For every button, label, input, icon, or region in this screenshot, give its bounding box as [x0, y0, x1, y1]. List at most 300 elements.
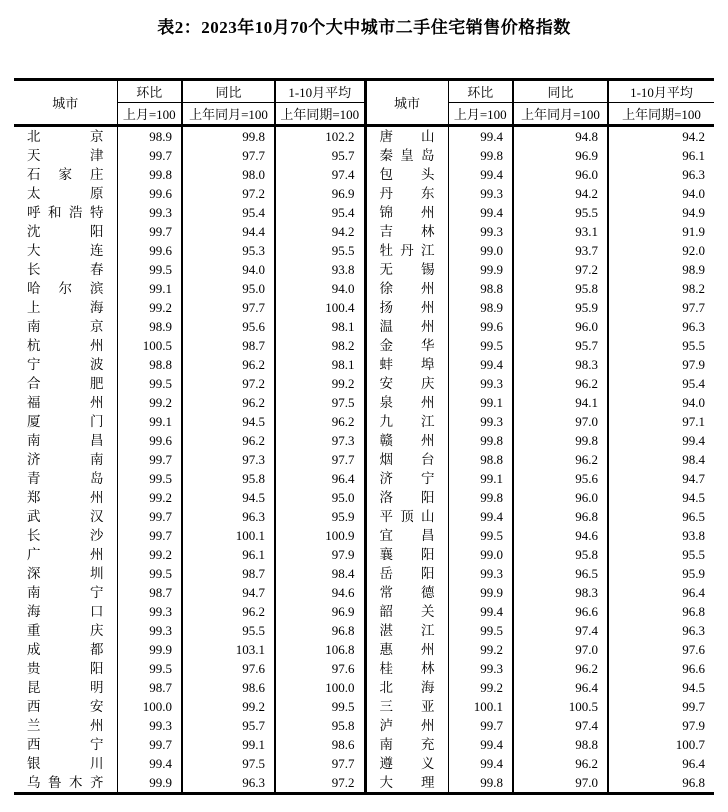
- avg-cell: 99.4: [682, 432, 705, 448]
- avg-cell: 94.2: [682, 128, 705, 144]
- avg-cell: 95.4: [275, 203, 365, 222]
- city-cell: [14, 450, 117, 469]
- city-name: 蚌 埠: [379, 357, 435, 372]
- avg-cell: 94.0: [682, 394, 705, 410]
- city-cell: [365, 241, 448, 260]
- header-yoy-right: 同比: [513, 80, 608, 103]
- header-mom-base-left: 上月=100: [117, 103, 182, 126]
- city-cell: [365, 469, 448, 488]
- yoy-cell: 94.5: [182, 412, 275, 431]
- mom-cell: 99.5: [448, 526, 513, 545]
- yoy-cell: 103.1: [182, 640, 275, 659]
- avg-cell: 96.1: [682, 147, 705, 163]
- city-name: 襄 阳: [379, 547, 435, 562]
- table-row: [14, 545, 714, 564]
- city-name: 平 顶 山: [379, 509, 435, 524]
- city-cell: [365, 754, 448, 773]
- avg-cell: 99.5: [275, 697, 365, 716]
- avg-cell: 96.9: [275, 184, 365, 203]
- city-cell: [14, 602, 117, 621]
- avg-cell: 97.9: [682, 356, 705, 372]
- city-name: 杭 州: [27, 338, 104, 353]
- table-row: [14, 355, 714, 374]
- avg-cell: 97.1: [682, 413, 705, 429]
- yoy-cell: 95.6: [182, 317, 275, 336]
- avg-cell: 97.3: [275, 431, 365, 450]
- mom-cell: 99.4: [448, 602, 513, 621]
- avg-cell: 97.9: [275, 545, 365, 564]
- yoy-cell: 95.4: [182, 203, 275, 222]
- avg-cell: 95.8: [275, 716, 365, 735]
- mom-cell: 99.9: [117, 640, 182, 659]
- page-title: 表2：2023年10月70个大中城市二手住宅销售价格指数: [157, 18, 571, 37]
- yoy-cell: 96.2: [182, 393, 275, 412]
- table-row: [14, 507, 714, 526]
- city-cell: [14, 374, 117, 393]
- mom-cell: 99.6: [448, 317, 513, 336]
- table-row: [14, 754, 714, 773]
- city-cell: [14, 126, 117, 147]
- mom-cell: 99.1: [117, 412, 182, 431]
- avg-cell: 97.4: [275, 165, 365, 184]
- city-cell: [365, 260, 448, 279]
- yoy-cell: 98.3: [513, 583, 608, 602]
- mom-cell: 99.4: [448, 203, 513, 222]
- city-cell: [14, 203, 117, 222]
- city-name: 西 宁: [27, 737, 104, 752]
- table-row: [14, 279, 714, 298]
- city-name: 韶 关: [379, 604, 435, 619]
- mom-cell: 99.2: [448, 678, 513, 697]
- city-name: 武 汉: [27, 509, 104, 524]
- city-name: 宜 昌: [379, 528, 435, 543]
- city-cell: [14, 336, 117, 355]
- yoy-cell: 96.3: [182, 507, 275, 526]
- city-name: 泸 州: [379, 718, 435, 733]
- city-name: 石 家 庄: [27, 167, 104, 182]
- yoy-cell: 97.7: [182, 146, 275, 165]
- header-mom-base-right: 上月=100: [448, 103, 513, 126]
- yoy-cell: 96.8: [513, 507, 608, 526]
- yoy-cell: 93.7: [513, 241, 608, 260]
- avg-cell: 92.0: [682, 242, 705, 258]
- mom-cell: 99.6: [117, 431, 182, 450]
- yoy-cell: 96.2: [182, 431, 275, 450]
- city-name: 徐 州: [379, 281, 435, 296]
- avg-cell: 99.7: [682, 698, 705, 714]
- yoy-cell: 96.0: [513, 165, 608, 184]
- yoy-cell: 100.1: [182, 526, 275, 545]
- avg-cell: 94.5: [682, 679, 705, 695]
- city-name: 大 连: [27, 243, 104, 258]
- city-cell: [14, 640, 117, 659]
- table-row: [14, 298, 714, 317]
- mom-cell: 99.3: [448, 412, 513, 431]
- city-cell: [365, 222, 448, 241]
- header-avg-base-left: 上年同期=100: [275, 103, 365, 126]
- table-row: [14, 469, 714, 488]
- mom-cell: 99.7: [117, 507, 182, 526]
- yoy-cell: 97.2: [182, 374, 275, 393]
- table-row: [14, 583, 714, 602]
- city-name: 青 岛: [27, 471, 104, 486]
- mom-cell: 99.0: [448, 545, 513, 564]
- city-name: 长 沙: [27, 528, 104, 543]
- city-name: 昆 明: [27, 680, 104, 695]
- mom-cell: 99.3: [448, 374, 513, 393]
- mom-cell: 99.5: [117, 659, 182, 678]
- city-name: 泉 州: [379, 395, 435, 410]
- city-cell: [365, 336, 448, 355]
- mom-cell: 100.1: [448, 697, 513, 716]
- table-row: [14, 735, 714, 754]
- mom-cell: 99.7: [117, 735, 182, 754]
- table-row: [14, 621, 714, 640]
- city-cell: [365, 355, 448, 374]
- yoy-cell: 100.5: [513, 697, 608, 716]
- yoy-cell: 94.5: [182, 488, 275, 507]
- table-row: [14, 488, 714, 507]
- table-row: [14, 317, 714, 336]
- mom-cell: 99.7: [117, 526, 182, 545]
- table-row: [14, 526, 714, 545]
- mom-cell: 99.7: [448, 716, 513, 735]
- city-name: 郑 州: [27, 490, 104, 505]
- city-cell: [365, 184, 448, 203]
- avg-cell: 96.3: [682, 318, 705, 334]
- yoy-cell: 95.7: [182, 716, 275, 735]
- city-name: 锦 州: [379, 205, 435, 220]
- avg-cell: 95.7: [275, 146, 365, 165]
- mom-cell: 99.9: [117, 773, 182, 794]
- header-yoy-left: 同比: [182, 80, 275, 103]
- avg-cell: 97.6: [275, 659, 365, 678]
- city-name: 湛 江: [379, 623, 435, 638]
- avg-cell: 98.6: [275, 735, 365, 754]
- table-row: [14, 203, 714, 222]
- mom-cell: 99.2: [117, 298, 182, 317]
- avg-cell: 96.6: [682, 660, 705, 676]
- city-cell: [14, 697, 117, 716]
- yoy-cell: 99.1: [182, 735, 275, 754]
- table-header: [14, 80, 714, 126]
- avg-cell: 96.3: [682, 622, 705, 638]
- avg-cell: 98.1: [275, 317, 365, 336]
- avg-cell: 100.9: [275, 526, 365, 545]
- avg-cell: 98.2: [275, 336, 365, 355]
- city-cell: [14, 412, 117, 431]
- mom-cell: 99.7: [117, 450, 182, 469]
- city-name: 深 圳: [27, 566, 104, 581]
- table-row: [14, 773, 714, 794]
- city-name: 南 宁: [27, 585, 104, 600]
- yoy-cell: 96.2: [513, 754, 608, 773]
- avg-cell: 96.4: [682, 584, 705, 600]
- city-name: 包 头: [379, 167, 435, 182]
- city-name: 唐 山: [379, 129, 435, 144]
- table-row: [14, 697, 714, 716]
- yoy-cell: 95.0: [182, 279, 275, 298]
- header-avg-right: 1-10月平均: [608, 80, 714, 103]
- city-cell: [14, 393, 117, 412]
- city-cell: [14, 222, 117, 241]
- city-name: 秦 皇 岛: [379, 148, 435, 163]
- city-name: 福 州: [27, 395, 104, 410]
- city-cell: [365, 678, 448, 697]
- city-name: 大 理: [379, 775, 435, 790]
- city-cell: [14, 526, 117, 545]
- table-row: [14, 602, 714, 621]
- city-name: 重 庆: [27, 623, 104, 638]
- city-cell: [14, 735, 117, 754]
- mom-cell: 99.4: [448, 735, 513, 754]
- yoy-cell: 94.4: [182, 222, 275, 241]
- avg-cell: 95.0: [275, 488, 365, 507]
- city-cell: [14, 583, 117, 602]
- city-name: 北 京: [27, 129, 104, 144]
- avg-cell: 95.4: [682, 375, 705, 391]
- yoy-cell: 95.3: [182, 241, 275, 260]
- header-avg-left: 1-10月平均: [275, 80, 365, 103]
- city-name: 兰 州: [27, 718, 104, 733]
- yoy-cell: 96.5: [513, 564, 608, 583]
- mom-cell: 99.8: [117, 165, 182, 184]
- city-name: 温 州: [379, 319, 435, 334]
- city-name: 沈 阳: [27, 224, 104, 239]
- mom-cell: 99.5: [117, 260, 182, 279]
- city-name: 常 德: [379, 585, 435, 600]
- mom-cell: 99.4: [448, 507, 513, 526]
- mom-cell: 99.3: [448, 184, 513, 203]
- table-row: [14, 393, 714, 412]
- city-name: 呼 和 浩 特: [27, 205, 104, 220]
- avg-cell: 94.5: [682, 489, 705, 505]
- city-cell: [365, 659, 448, 678]
- city-name: 贵 阳: [27, 661, 104, 676]
- city-cell: [365, 317, 448, 336]
- yoy-cell: 96.2: [182, 355, 275, 374]
- table-row: [14, 564, 714, 583]
- avg-cell: 96.4: [275, 469, 365, 488]
- avg-cell: 95.5: [682, 337, 705, 353]
- city-cell: [365, 507, 448, 526]
- header-yoy-base-right: 上年同月=100: [513, 103, 608, 126]
- mom-cell: 99.6: [117, 184, 182, 203]
- yoy-cell: 97.0: [513, 412, 608, 431]
- mom-cell: 99.5: [117, 374, 182, 393]
- mom-cell: 99.2: [117, 393, 182, 412]
- city-cell: [14, 146, 117, 165]
- mom-cell: 100.5: [117, 336, 182, 355]
- table-row: [14, 431, 714, 450]
- mom-cell: 99.3: [448, 222, 513, 241]
- city-name: 惠 州: [379, 642, 435, 657]
- city-name: 西 安: [27, 699, 104, 714]
- yoy-cell: 99.8: [182, 126, 275, 147]
- avg-cell: 102.2: [275, 126, 365, 147]
- mom-cell: 99.8: [448, 431, 513, 450]
- yoy-cell: 94.6: [513, 526, 608, 545]
- table-row: [14, 678, 714, 697]
- avg-cell: 99.2: [275, 374, 365, 393]
- mom-cell: 99.6: [117, 241, 182, 260]
- table-row: [14, 260, 714, 279]
- table-row: [14, 716, 714, 735]
- yoy-cell: 93.1: [513, 222, 608, 241]
- table-row: [14, 222, 714, 241]
- city-name: 北 海: [379, 680, 435, 695]
- table-row: [14, 659, 714, 678]
- avg-cell: 98.4: [275, 564, 365, 583]
- yoy-cell: 96.9: [513, 146, 608, 165]
- city-cell: [365, 488, 448, 507]
- city-cell: [14, 564, 117, 583]
- yoy-cell: 95.8: [182, 469, 275, 488]
- avg-cell: 91.9: [682, 223, 705, 239]
- yoy-cell: 96.2: [182, 602, 275, 621]
- yoy-cell: 95.9: [513, 298, 608, 317]
- city-cell: [365, 545, 448, 564]
- mom-cell: 99.5: [448, 336, 513, 355]
- table-body: [14, 126, 714, 794]
- mom-cell: 99.3: [117, 602, 182, 621]
- city-cell: [365, 735, 448, 754]
- mom-cell: 99.4: [448, 126, 513, 147]
- table-row: [14, 241, 714, 260]
- table-row: [14, 126, 714, 147]
- header-avg-base-right: 上年同期=100: [608, 103, 714, 126]
- avg-cell: 95.5: [682, 546, 705, 562]
- avg-cell: 106.8: [275, 640, 365, 659]
- avg-cell: 96.5: [682, 508, 705, 524]
- price-index-table: [14, 78, 714, 795]
- city-cell: [365, 393, 448, 412]
- city-cell: [365, 526, 448, 545]
- header-city-right: 城市: [365, 80, 448, 126]
- yoy-cell: 96.6: [513, 602, 608, 621]
- yoy-cell: 96.1: [182, 545, 275, 564]
- avg-cell: 94.9: [682, 204, 705, 220]
- yoy-cell: 94.2: [513, 184, 608, 203]
- avg-cell: 96.8: [682, 774, 705, 790]
- avg-cell: 97.7: [275, 450, 365, 469]
- yoy-cell: 95.5: [182, 621, 275, 640]
- avg-cell: 96.2: [275, 412, 365, 431]
- mom-cell: 99.1: [448, 393, 513, 412]
- city-name: 遵 义: [379, 756, 435, 771]
- avg-cell: 98.4: [682, 451, 705, 467]
- city-cell: [14, 621, 117, 640]
- avg-cell: 98.2: [682, 280, 705, 296]
- yoy-cell: 96.4: [513, 678, 608, 697]
- mom-cell: 100.0: [117, 697, 182, 716]
- avg-cell: 96.8: [275, 621, 365, 640]
- city-cell: [365, 203, 448, 222]
- city-cell: [365, 697, 448, 716]
- avg-cell: 98.1: [275, 355, 365, 374]
- mom-cell: 99.4: [117, 754, 182, 773]
- avg-cell: 100.4: [275, 298, 365, 317]
- mom-cell: 99.2: [448, 640, 513, 659]
- city-cell: [365, 773, 448, 794]
- city-cell: [365, 564, 448, 583]
- mom-cell: 99.4: [448, 754, 513, 773]
- yoy-cell: 94.7: [182, 583, 275, 602]
- table-row: [14, 146, 714, 165]
- yoy-cell: 98.0: [182, 165, 275, 184]
- mom-cell: 98.8: [448, 279, 513, 298]
- avg-cell: 100.7: [675, 736, 705, 752]
- avg-cell: 94.6: [275, 583, 365, 602]
- avg-cell: 100.0: [275, 678, 365, 697]
- yoy-cell: 96.0: [513, 317, 608, 336]
- table-row: [14, 184, 714, 203]
- yoy-cell: 97.0: [513, 773, 608, 794]
- yoy-cell: 97.6: [182, 659, 275, 678]
- mom-cell: 99.8: [448, 488, 513, 507]
- city-name: 济 宁: [379, 471, 435, 486]
- city-name: 太 原: [27, 186, 104, 201]
- mom-cell: 99.7: [117, 146, 182, 165]
- avg-cell: 96.9: [275, 602, 365, 621]
- city-name: 广 州: [27, 547, 104, 562]
- city-name: 南 充: [379, 737, 435, 752]
- city-cell: [365, 716, 448, 735]
- city-cell: [14, 298, 117, 317]
- mom-cell: 99.2: [117, 545, 182, 564]
- city-cell: [14, 488, 117, 507]
- yoy-cell: 98.6: [182, 678, 275, 697]
- city-cell: [14, 754, 117, 773]
- yoy-cell: 99.2: [182, 697, 275, 716]
- yoy-cell: 97.2: [182, 184, 275, 203]
- mom-cell: 99.2: [117, 488, 182, 507]
- mom-cell: 99.3: [117, 716, 182, 735]
- city-cell: [365, 450, 448, 469]
- yoy-cell: 94.0: [182, 260, 275, 279]
- yoy-cell: 96.3: [182, 773, 275, 794]
- mom-cell: 99.4: [448, 165, 513, 184]
- city-name: 吉 林: [379, 224, 435, 239]
- city-cell: [14, 678, 117, 697]
- city-name: 海 口: [27, 604, 104, 619]
- table-row: [14, 412, 714, 431]
- yoy-cell: 97.4: [513, 716, 608, 735]
- mom-cell: 99.8: [448, 146, 513, 165]
- yoy-cell: 98.8: [513, 735, 608, 754]
- city-cell: [365, 374, 448, 393]
- avg-cell: 97.5: [275, 393, 365, 412]
- city-cell: [14, 469, 117, 488]
- city-cell: [365, 146, 448, 165]
- city-name: 乌 鲁 木 齐: [27, 775, 104, 790]
- table-row: [14, 450, 714, 469]
- city-name: 桂 林: [379, 661, 435, 676]
- header-mom-right: 环比: [448, 80, 513, 103]
- city-name: 天 津: [27, 148, 104, 163]
- city-name: 安 庆: [379, 376, 435, 391]
- city-name: 丹 东: [379, 186, 435, 201]
- city-cell: [14, 773, 117, 794]
- city-name: 上 海: [27, 300, 104, 315]
- mom-cell: 99.3: [117, 621, 182, 640]
- avg-cell: 97.2: [275, 773, 365, 794]
- mom-cell: 99.8: [448, 773, 513, 794]
- yoy-cell: 99.8: [513, 431, 608, 450]
- avg-cell: 94.7: [682, 470, 705, 486]
- yoy-cell: 95.5: [513, 203, 608, 222]
- mom-cell: 98.8: [117, 355, 182, 374]
